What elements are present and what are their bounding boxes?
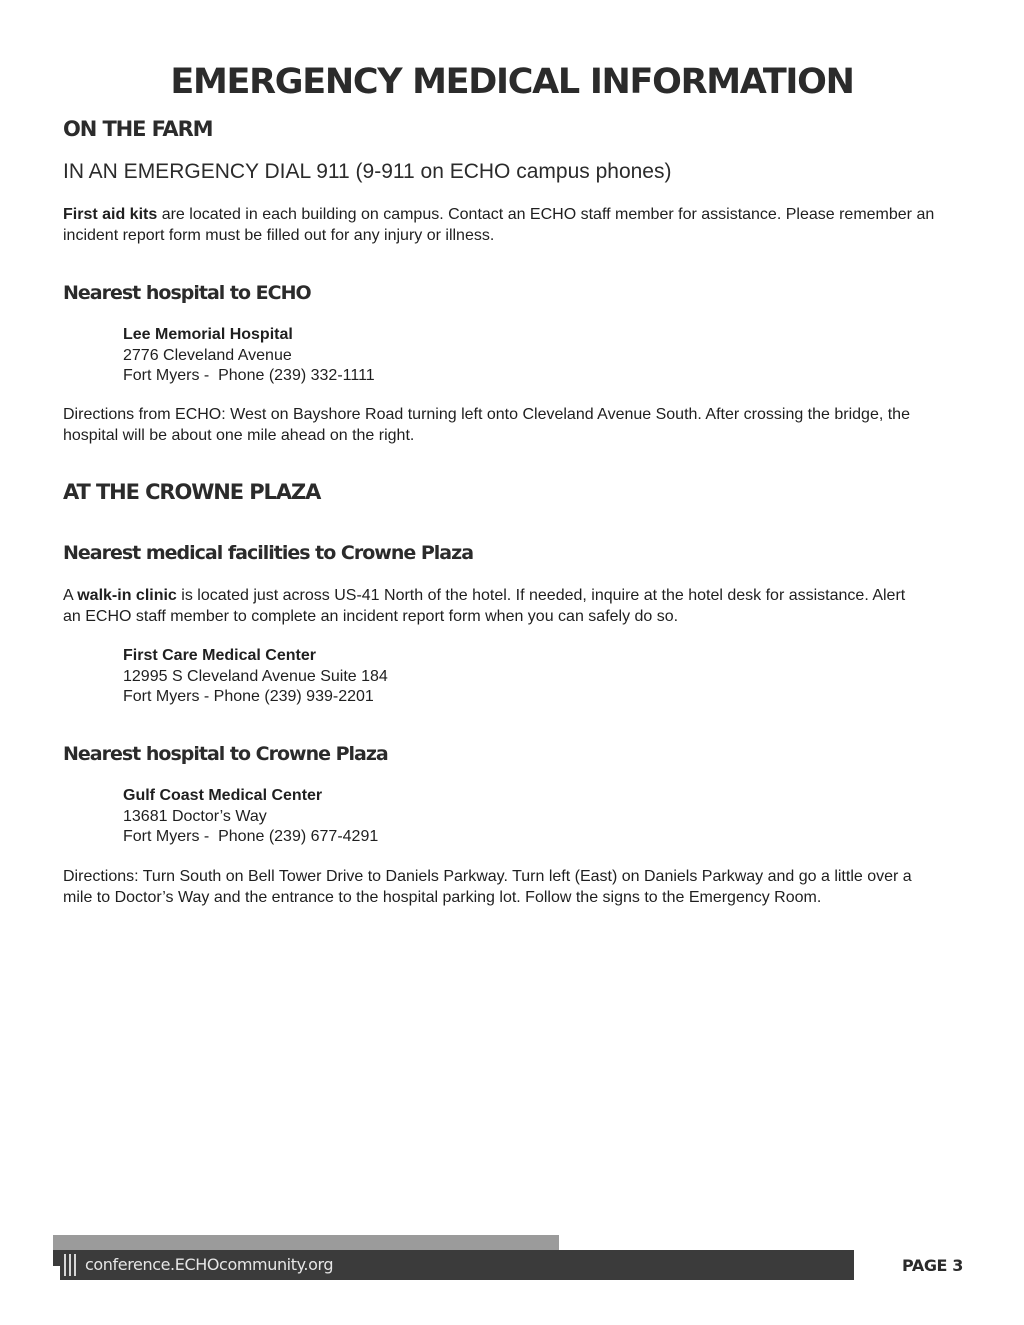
address-lee-memorial <box>123 325 375 387</box>
section-heading-crowne-plaza: AT THE CROWNE PLAZA <box>63 480 321 504</box>
first-aid-paragraph <box>63 205 973 246</box>
address-first-care <box>123 646 388 708</box>
clinic-city-phone: Fort Myers - Phone (239) 939-2201 <box>123 688 374 705</box>
address-gulf-coast <box>123 786 378 848</box>
hospital-name: Gulf Coast Medical Center <box>123 787 323 804</box>
section-heading-farm: ON THE FARM <box>63 117 213 141</box>
footer-url[interactable]: conference.ECHOcommunity.org <box>85 1255 334 1274</box>
first-aid-bold: First aid kits <box>63 206 158 223</box>
heading-nearest-hospital-echo: Nearest hospital to ECHO <box>63 282 311 304</box>
clinic-name: First Care Medical Center <box>123 647 316 664</box>
heading-nearest-facilities-crowne: Nearest medical facilities to Crowne Plaza <box>63 542 474 564</box>
first-aid-text: are located in each building on campus. Contact an ECHO staff member for assistance. Please remember an incident report form must be filled out for any injury or illness. <box>63 206 935 244</box>
clinic-street: 12995 S Cleveland Avenue Suite 184 <box>123 667 388 685</box>
hospital-street: 2776 Cleveland Avenue <box>123 346 292 364</box>
directions-from-echo: Directions from ECHO: West on Bayshore Road turning left onto Cleveland Avenue South. After crossing the bridge, the hospital will be about one mile ahead on the right. <box>63 406 910 444</box>
heading-nearest-hospital-crowne: Nearest hospital to Crowne Plaza <box>63 743 388 765</box>
page-number: PAGE 3 <box>901 1256 963 1275</box>
hospital-name: Lee Memorial Hospital <box>123 326 293 343</box>
hospital-street: 13681 Doctor’s Way <box>123 807 267 825</box>
page-title: EMERGENCY MEDICAL INFORMATION <box>170 62 854 102</box>
footer-accent-bar <box>53 1235 559 1251</box>
clinic-prefix: A <box>63 587 78 604</box>
hospital-city-phone: Fort Myers - Phone (239) 332-1111 <box>123 367 375 384</box>
footer-stripes-icon <box>64 1254 78 1276</box>
walk-in-clinic-bold: walk-in clinic <box>77 587 177 604</box>
walk-in-clinic-paragraph <box>63 586 923 627</box>
directions-to-gulf-coast: Directions: Turn South on Bell Tower Drive to Daniels Parkway. Turn left (East) on Daniels Parkway and go a little over a mile to Doctor’s Way and the entrance to the hospital parking lot. Follow the signs to the Emergency Room. <box>63 868 912 906</box>
footer-edge <box>53 1250 60 1266</box>
emergency-dial-line: IN AN EMERGENCY DIAL 911 (9-911 on ECHO campus phones) <box>63 160 672 183</box>
hospital-city-phone: Fort Myers - Phone (239) 677-4291 <box>123 828 379 845</box>
clinic-text: is located just across US-41 North of the hotel. If needed, inquire at the hotel desk for assistance. Alert an ECHO staff member to complete an incident report form when you can safely do so. <box>63 587 906 625</box>
